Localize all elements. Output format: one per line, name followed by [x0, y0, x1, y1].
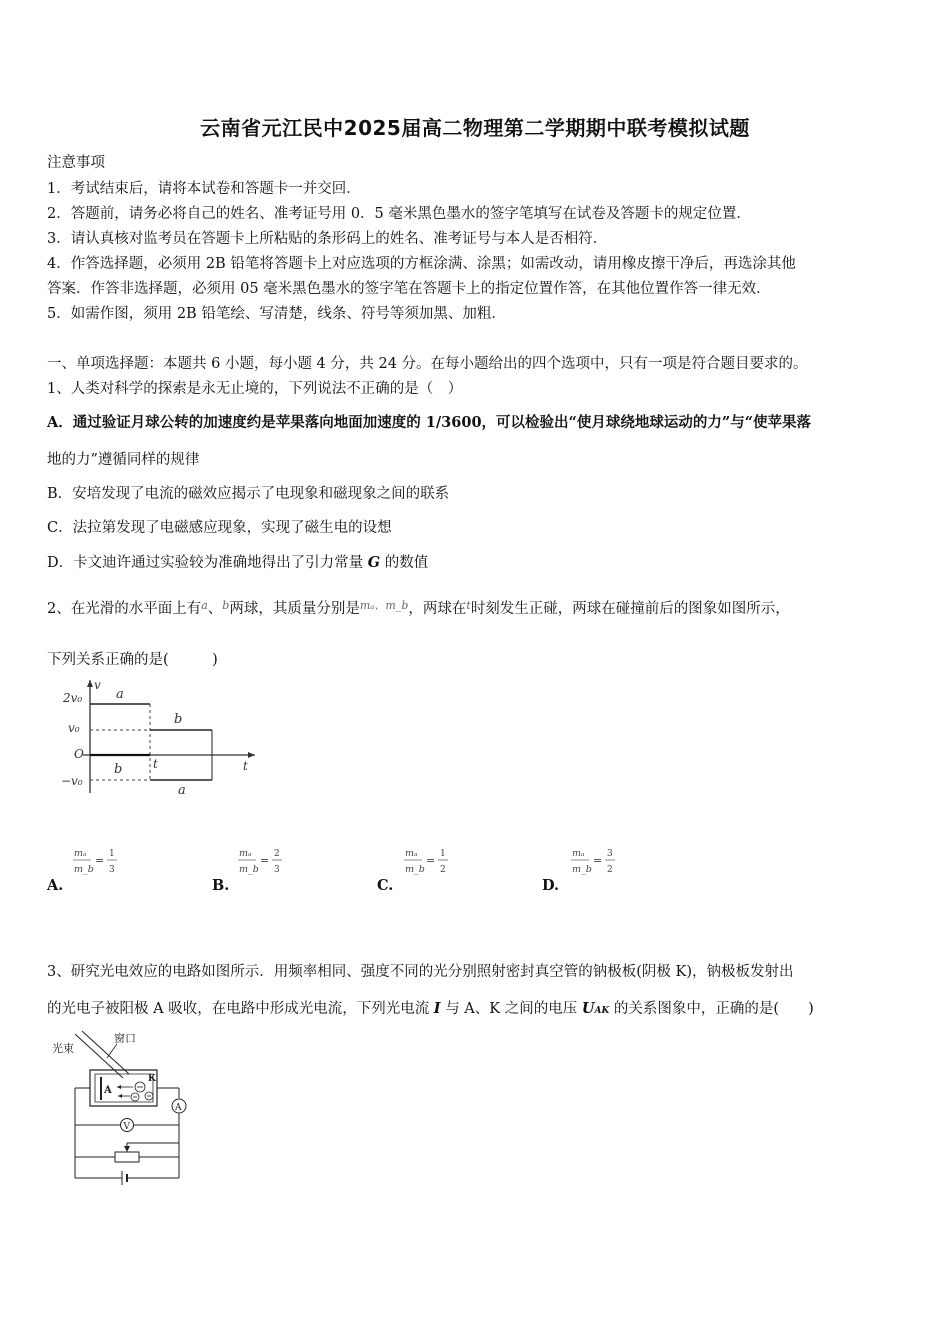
axis-label-v: v: [94, 678, 101, 692]
svg-text:mₐ: mₐ: [239, 848, 252, 859]
velocity-time-graph: [55, 678, 265, 803]
label-2v0: 2v₀: [63, 691, 83, 705]
label-window: 窗口: [114, 1032, 136, 1045]
label-ammeter: A: [175, 1103, 182, 1113]
label-a-top: a: [116, 687, 124, 702]
label-beam: 光束: [52, 1042, 74, 1055]
fraction-option-c: [403, 845, 463, 877]
notice-item: 3．请认真核对监考员在答题卡上所粘贴的条形码上的姓名、准考证号与本人是否相符．: [47, 231, 608, 247]
label-voltmeter: V: [123, 1122, 130, 1132]
question-2-stem-cont: 下列关系正确的是( ): [47, 652, 218, 668]
svg-text:mₐ: mₐ: [572, 848, 585, 859]
svg-text:m_b: m_b: [405, 864, 425, 875]
question-3-stem: 3、研究光电效应的电路如图所示．用频率相同、强度不同的光分别照射密封真空管的钠极板(阴极 K)，钠极板发射出: [47, 964, 794, 980]
svg-text:3: 3: [274, 865, 280, 875]
svg-text:m_b: m_b: [239, 864, 259, 875]
label-t-mark: t: [153, 757, 158, 771]
notice-heading: 注意事项: [47, 155, 105, 171]
svg-text:m_b: m_b: [572, 864, 592, 875]
svg-text:3: 3: [607, 849, 613, 859]
notice-item: 1．考试结束后，请将本试卷和答题卡一并交回．: [47, 181, 361, 197]
question-1-option-a-cont: 地的力”遵循同样的规律: [47, 452, 200, 468]
label-b-right: b: [174, 712, 183, 727]
svg-text:=: =: [95, 854, 105, 867]
notice-item: 答案．作答非选择题，必须用 05 毫米黑色墨水的签字笔在答题卡上的指定位置作答，在其他位置作答一律无效．: [47, 281, 771, 297]
svg-text:=: =: [426, 854, 436, 867]
svg-text:m_b: m_b: [74, 864, 94, 875]
svg-text:3: 3: [109, 865, 115, 875]
question-1-option-a: A．通过验证月球公转的加速度约是苹果落向地面加速度的 1/3600，可以检验出“使月球绕地球运动的力”与“使苹果落: [47, 414, 812, 431]
svg-text:2: 2: [440, 865, 446, 875]
fraction-option-a: [72, 845, 132, 877]
label-cathode: K: [148, 1074, 156, 1084]
photoelectric-circuit-diagram: [45, 1030, 205, 1192]
svg-text:mₐ: mₐ: [405, 848, 418, 859]
label-b-low: b: [114, 762, 123, 777]
page-title: 云南省元江民中2025届高二物理第二学期期中联考模拟试题: [200, 116, 750, 140]
svg-text:2: 2: [274, 849, 280, 859]
option-label: A.: [47, 877, 64, 894]
label-anode: A: [104, 1085, 112, 1096]
question-1-option-c: C．法拉第发现了电磁感应现象，实现了磁生电的设想: [47, 520, 392, 536]
label-a-bottom: a: [178, 783, 186, 798]
notice-item: 4．作答选择题，必须用 2B 铅笔将答题卡上对应选项的方框涂满、涂黑；如需改动，请用橡皮擦干净后，再选涂其他: [47, 256, 796, 272]
svg-text:=: =: [593, 854, 603, 867]
fraction-option-b: [237, 845, 297, 877]
option-label: C.: [377, 877, 394, 894]
svg-text:1: 1: [440, 849, 446, 859]
option-label: B.: [212, 877, 230, 894]
question-1-stem: 1、人类对科学的探索是永无止境的，下列说法不正确的是（ ）: [47, 381, 463, 397]
question-3-stem-cont: 的光电子被阳极 A 吸收，在电路中形成光电流，下列光电流 I 与 A、K 之间的电压 UAK 的关系图象中，正确的是( ): [47, 1000, 814, 1017]
question-1-option-b: B．安培发现了电流的磁效应揭示了电现象和磁现象之间的联系: [47, 486, 450, 502]
axis-label-t: t: [243, 759, 248, 773]
question-2-stem: 2、在光滑的水平面上有$^a$、$^b$两球，其质量分别是$^{m_a、m\_b}$，两球在$^t$时刻发生正碰，两球在碰撞前后的图象如图所示，: [47, 599, 790, 617]
svg-text:1: 1: [109, 849, 115, 859]
svg-text:2: 2: [607, 865, 613, 875]
notice-item: 5．如需作图，须用 2B 铅笔绘、写清楚，线条、符号等须加黑、加粗．: [47, 306, 506, 322]
svg-text:mₐ: mₐ: [74, 848, 87, 859]
label-neg-v0: −v₀: [61, 774, 83, 788]
svg-text:=: =: [260, 854, 270, 867]
label-v0: v₀: [68, 721, 80, 735]
notice-item: 2．答题前，请务必将自己的姓名、准考证号用 0．5 毫米黑色墨水的签字笔填写在试卷及答题卡的规定位置．: [47, 206, 751, 222]
option-label: D.: [542, 877, 560, 894]
question-1-option-d: D．卡文迪许通过实验较为准确地得出了引力常量 G 的数值: [47, 554, 429, 571]
label-origin: O: [74, 747, 84, 761]
fraction-option-d: [570, 845, 630, 877]
section-heading: 一、单项选择题：本题共 6 小题，每小题 4 分，共 24 分。在每小题给出的四个选项中，只有一项是符合题目要求的。: [47, 356, 808, 372]
